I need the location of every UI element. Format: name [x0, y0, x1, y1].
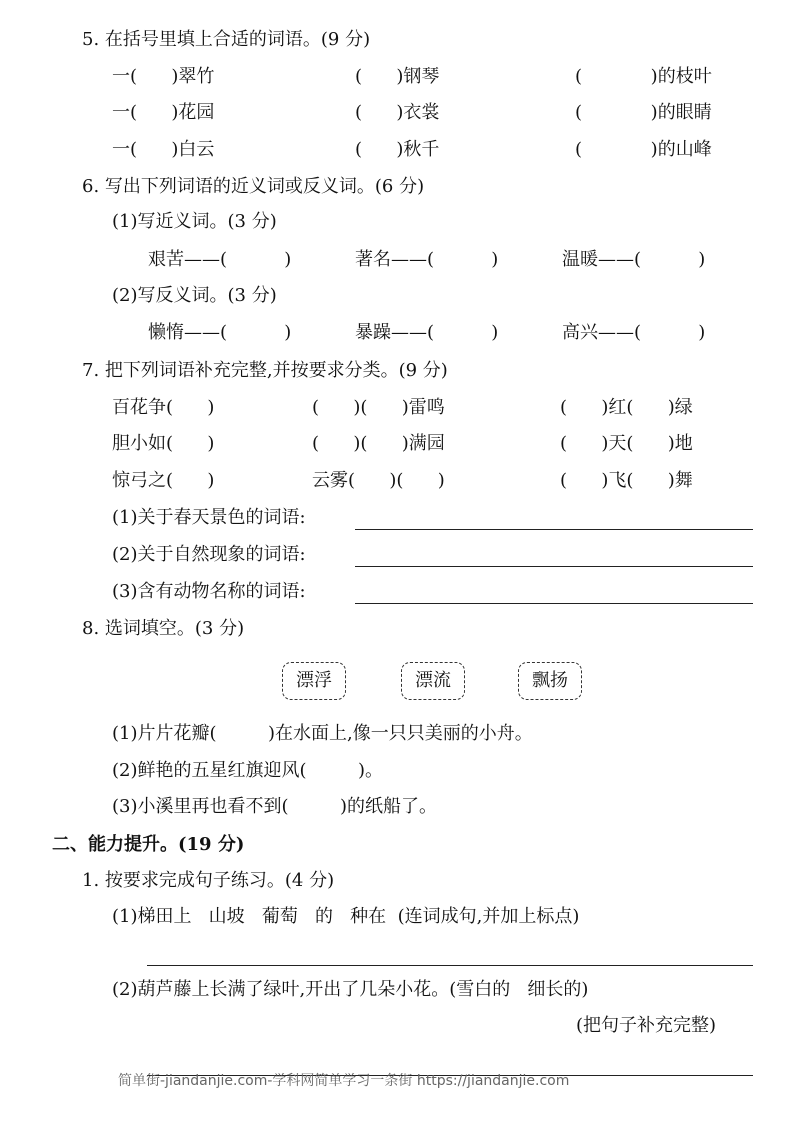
part2-title: 二、能力提升。(19 分)	[52, 834, 245, 855]
q5-cell: ( )的山峰	[575, 139, 712, 160]
q6-sub2: (2)写反义词。(3 分)	[112, 285, 277, 306]
answer-line[interactable]	[147, 965, 753, 966]
q7-sub: (2)关于自然现象的词语:	[112, 544, 306, 565]
q5-cell: 一( )翠竹	[112, 66, 215, 87]
q7-cell: ( )( )雷鸣	[312, 397, 445, 418]
q6-cell: 温暖——( )	[562, 249, 706, 270]
q8-sub: (2)鲜艳的五星红旗迎风( )。	[112, 760, 384, 781]
answer-line[interactable]	[355, 566, 753, 567]
part2-q1: 1. 按要求完成句子练习。(4 分)	[82, 870, 335, 891]
part2-s1: (1)梯田上 山坡 葡萄 的 种在 (连词成句,并加上标点)	[112, 906, 580, 927]
q7-cell: 云雾( )( )	[312, 470, 445, 491]
part2-s2: (2)葫芦藤上长满了绿叶,开出了几朵小花。(雪白的 细长的)	[112, 979, 589, 1000]
q7-cell: 惊弓之( )	[112, 470, 215, 491]
q6-sub1: (1)写近义词。(3 分)	[112, 211, 277, 232]
q6-cell: 懒惰——( )	[148, 322, 292, 343]
q5-cell: ( )的枝叶	[575, 66, 712, 87]
answer-line[interactable]	[355, 603, 753, 604]
q6-cell: 著名——( )	[355, 249, 499, 270]
q6-title: 6. 写出下列词语的近义词或反义词。(6 分)	[82, 176, 425, 197]
q7-cell: 胆小如( )	[112, 433, 215, 454]
q5-cell: ( )的眼睛	[575, 102, 712, 123]
word-box: 漂浮	[282, 662, 346, 700]
part2-s2-hint: (把句子补充完整)	[576, 1015, 717, 1036]
q7-sub: (3)含有动物名称的词语:	[112, 581, 306, 602]
q7-cell: ( )( )满园	[312, 433, 445, 454]
answer-line[interactable]	[355, 529, 753, 530]
q6-cell: 高兴——( )	[562, 322, 706, 343]
q5-cell: ( )秋千	[355, 139, 440, 160]
q5-title: 5. 在括号里填上合适的词语。(9 分)	[82, 29, 371, 50]
q8-sub: (3)小溪里再也看不到( )的纸船了。	[112, 796, 438, 817]
q7-cell: ( )红( )绿	[560, 397, 693, 418]
q6-cell: 艰苦——( )	[148, 249, 292, 270]
q7-cell: 百花争( )	[112, 397, 215, 418]
q7-cell: ( )飞( )舞	[560, 470, 693, 491]
q7-sub: (1)关于春天景色的词语:	[112, 507, 306, 528]
q6-cell: 暴躁——( )	[355, 322, 499, 343]
q5-cell: 一( )花园	[112, 102, 215, 123]
word-box: 飘扬	[518, 662, 582, 700]
q5-cell: ( )衣裳	[355, 102, 440, 123]
footer-watermark: 简单街-jiandanjie.com-学科网简单学习一条街 https://jiandanjie.com	[118, 1073, 570, 1089]
q8-title: 8. 选词填空。(3 分)	[82, 618, 245, 639]
q5-cell: 一( )白云	[112, 139, 215, 160]
q7-cell: ( )天( )地	[560, 433, 693, 454]
q8-sub: (1)片片花瓣( )在水面上,像一只只美丽的小舟。	[112, 723, 533, 744]
q7-title: 7. 把下列词语补充完整,并按要求分类。(9 分)	[82, 360, 448, 381]
q5-cell: ( )钢琴	[355, 66, 440, 87]
word-box: 漂流	[401, 662, 465, 700]
